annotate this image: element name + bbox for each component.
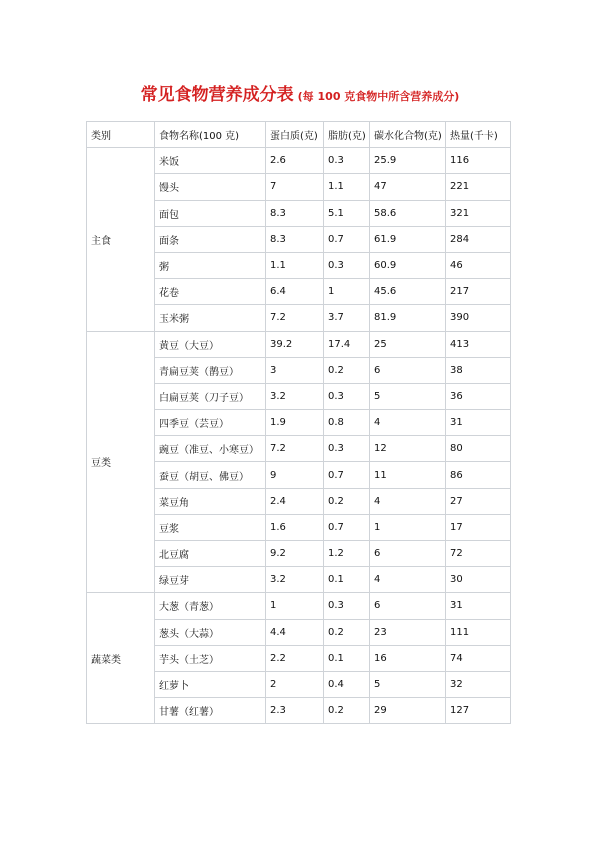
calories-cell: 116 bbox=[446, 148, 511, 174]
fat-cell: 0.2 bbox=[324, 619, 370, 645]
food-name-cell: 豆浆 bbox=[155, 514, 266, 540]
fat-cell: 3.7 bbox=[324, 305, 370, 331]
fat-cell: 0.2 bbox=[324, 357, 370, 383]
protein-cell: 3.2 bbox=[266, 567, 324, 593]
fat-cell: 0.3 bbox=[324, 383, 370, 409]
fat-cell: 5.1 bbox=[324, 200, 370, 226]
food-name-cell: 葱头（大蒜） bbox=[155, 619, 266, 645]
fat-cell: 0.4 bbox=[324, 671, 370, 697]
food-name-cell: 蚕豆（胡豆、佛豆） bbox=[155, 462, 266, 488]
food-name-cell: 红萝卜 bbox=[155, 671, 266, 697]
carbohydrate-cell: 5 bbox=[370, 383, 446, 409]
protein-cell: 1.9 bbox=[266, 410, 324, 436]
carbohydrate-cell: 12 bbox=[370, 436, 446, 462]
protein-cell: 9 bbox=[266, 462, 324, 488]
fat-cell: 0.7 bbox=[324, 226, 370, 252]
fat-cell: 1.2 bbox=[324, 541, 370, 567]
protein-cell: 7.2 bbox=[266, 436, 324, 462]
food-name-cell: 甘薯（红薯） bbox=[155, 698, 266, 724]
carbohydrate-cell: 4 bbox=[370, 410, 446, 436]
calories-cell: 30 bbox=[446, 567, 511, 593]
protein-cell: 39.2 bbox=[266, 331, 324, 357]
food-name-cell: 绿豆芽 bbox=[155, 567, 266, 593]
table-header-row bbox=[87, 122, 511, 148]
protein-cell: 2.2 bbox=[266, 645, 324, 671]
carbohydrate-cell: 4 bbox=[370, 488, 446, 514]
header-carbohydrate: 碳水化合物(克) bbox=[370, 122, 446, 148]
food-name-cell: 馒头 bbox=[155, 174, 266, 200]
calories-cell: 284 bbox=[446, 226, 511, 252]
carbohydrate-cell: 25.9 bbox=[370, 148, 446, 174]
calories-cell: 390 bbox=[446, 305, 511, 331]
calories-cell: 74 bbox=[446, 645, 511, 671]
carbohydrate-cell: 29 bbox=[370, 698, 446, 724]
calories-cell: 17 bbox=[446, 514, 511, 540]
nutrition-table bbox=[86, 121, 511, 724]
protein-cell: 4.4 bbox=[266, 619, 324, 645]
title-main: 常见食物营养成分表 bbox=[140, 85, 294, 105]
protein-cell: 2.4 bbox=[266, 488, 324, 514]
calories-cell: 31 bbox=[446, 593, 511, 619]
carbohydrate-cell: 25 bbox=[370, 331, 446, 357]
category-cell: 主食 bbox=[87, 148, 155, 331]
header-fat: 脂肪(克) bbox=[324, 122, 370, 148]
carbohydrate-cell: 61.9 bbox=[370, 226, 446, 252]
protein-cell: 6.4 bbox=[266, 279, 324, 305]
food-name-cell: 面包 bbox=[155, 200, 266, 226]
category-cell: 蔬菜类 bbox=[87, 593, 155, 724]
food-name-cell: 菜豆角 bbox=[155, 488, 266, 514]
fat-cell: 0.2 bbox=[324, 698, 370, 724]
carbohydrate-cell: 16 bbox=[370, 645, 446, 671]
fat-cell: 0.7 bbox=[324, 514, 370, 540]
carbohydrate-cell: 47 bbox=[370, 174, 446, 200]
protein-cell: 1.6 bbox=[266, 514, 324, 540]
protein-cell: 2.3 bbox=[266, 698, 324, 724]
carbohydrate-cell: 1 bbox=[370, 514, 446, 540]
fat-cell: 0.3 bbox=[324, 436, 370, 462]
fat-cell: 0.8 bbox=[324, 410, 370, 436]
carbohydrate-cell: 6 bbox=[370, 357, 446, 383]
food-name-cell: 北豆腐 bbox=[155, 541, 266, 567]
protein-cell: 2 bbox=[266, 671, 324, 697]
food-name-cell: 芋头（土芝） bbox=[155, 645, 266, 671]
food-name-cell: 粥 bbox=[155, 252, 266, 278]
protein-cell: 8.3 bbox=[266, 200, 324, 226]
calories-cell: 32 bbox=[446, 671, 511, 697]
protein-cell: 8.3 bbox=[266, 226, 324, 252]
carbohydrate-cell: 4 bbox=[370, 567, 446, 593]
fat-cell: 0.3 bbox=[324, 252, 370, 278]
title-subtitle: (每 100 克食物中所含营养成分) bbox=[297, 90, 460, 103]
header-food-name: 食物名称(100 克) bbox=[155, 122, 266, 148]
fat-cell: 1 bbox=[324, 279, 370, 305]
fat-cell: 0.1 bbox=[324, 645, 370, 671]
protein-cell: 7.2 bbox=[266, 305, 324, 331]
calories-cell: 36 bbox=[446, 383, 511, 409]
calories-cell: 27 bbox=[446, 488, 511, 514]
calories-cell: 72 bbox=[446, 541, 511, 567]
food-name-cell: 花卷 bbox=[155, 279, 266, 305]
table-row bbox=[87, 593, 511, 619]
food-name-cell: 黄豆（大豆） bbox=[155, 331, 266, 357]
header-protein: 蛋白质(克) bbox=[266, 122, 324, 148]
calories-cell: 111 bbox=[446, 619, 511, 645]
carbohydrate-cell: 81.9 bbox=[370, 305, 446, 331]
header-category: 类别 bbox=[87, 122, 155, 148]
carbohydrate-cell: 11 bbox=[370, 462, 446, 488]
calories-cell: 86 bbox=[446, 462, 511, 488]
fat-cell: 17.4 bbox=[324, 331, 370, 357]
food-name-cell: 玉米粥 bbox=[155, 305, 266, 331]
protein-cell: 7 bbox=[266, 174, 324, 200]
calories-cell: 80 bbox=[446, 436, 511, 462]
calories-cell: 46 bbox=[446, 252, 511, 278]
food-name-cell: 青扁豆荚（鹊豆） bbox=[155, 357, 266, 383]
food-name-cell: 大葱（青葱） bbox=[155, 593, 266, 619]
calories-cell: 38 bbox=[446, 357, 511, 383]
carbohydrate-cell: 58.6 bbox=[370, 200, 446, 226]
protein-cell: 9.2 bbox=[266, 541, 324, 567]
food-name-cell: 豌豆（准豆、小寒豆） bbox=[155, 436, 266, 462]
table-body bbox=[87, 148, 511, 724]
food-name-cell: 白扁豆荚（刀子豆） bbox=[155, 383, 266, 409]
carbohydrate-cell: 5 bbox=[370, 671, 446, 697]
fat-cell: 0.3 bbox=[324, 148, 370, 174]
carbohydrate-cell: 45.6 bbox=[370, 279, 446, 305]
carbohydrate-cell: 6 bbox=[370, 593, 446, 619]
protein-cell: 3 bbox=[266, 357, 324, 383]
carbohydrate-cell: 23 bbox=[370, 619, 446, 645]
fat-cell: 0.3 bbox=[324, 593, 370, 619]
carbohydrate-cell: 60.9 bbox=[370, 252, 446, 278]
calories-cell: 31 bbox=[446, 410, 511, 436]
calories-cell: 217 bbox=[446, 279, 511, 305]
fat-cell: 1.1 bbox=[324, 174, 370, 200]
fat-cell: 0.2 bbox=[324, 488, 370, 514]
page-title bbox=[0, 80, 600, 105]
carbohydrate-cell: 6 bbox=[370, 541, 446, 567]
fat-cell: 0.7 bbox=[324, 462, 370, 488]
food-name-cell: 米饭 bbox=[155, 148, 266, 174]
table-row bbox=[87, 148, 511, 174]
calories-cell: 413 bbox=[446, 331, 511, 357]
food-name-cell: 面条 bbox=[155, 226, 266, 252]
protein-cell: 1.1 bbox=[266, 252, 324, 278]
calories-cell: 127 bbox=[446, 698, 511, 724]
category-cell: 豆类 bbox=[87, 331, 155, 593]
header-calories: 热量(千卡) bbox=[446, 122, 511, 148]
protein-cell: 1 bbox=[266, 593, 324, 619]
protein-cell: 3.2 bbox=[266, 383, 324, 409]
calories-cell: 321 bbox=[446, 200, 511, 226]
protein-cell: 2.6 bbox=[266, 148, 324, 174]
food-name-cell: 四季豆（芸豆） bbox=[155, 410, 266, 436]
fat-cell: 0.1 bbox=[324, 567, 370, 593]
table-row bbox=[87, 331, 511, 357]
calories-cell: 221 bbox=[446, 174, 511, 200]
